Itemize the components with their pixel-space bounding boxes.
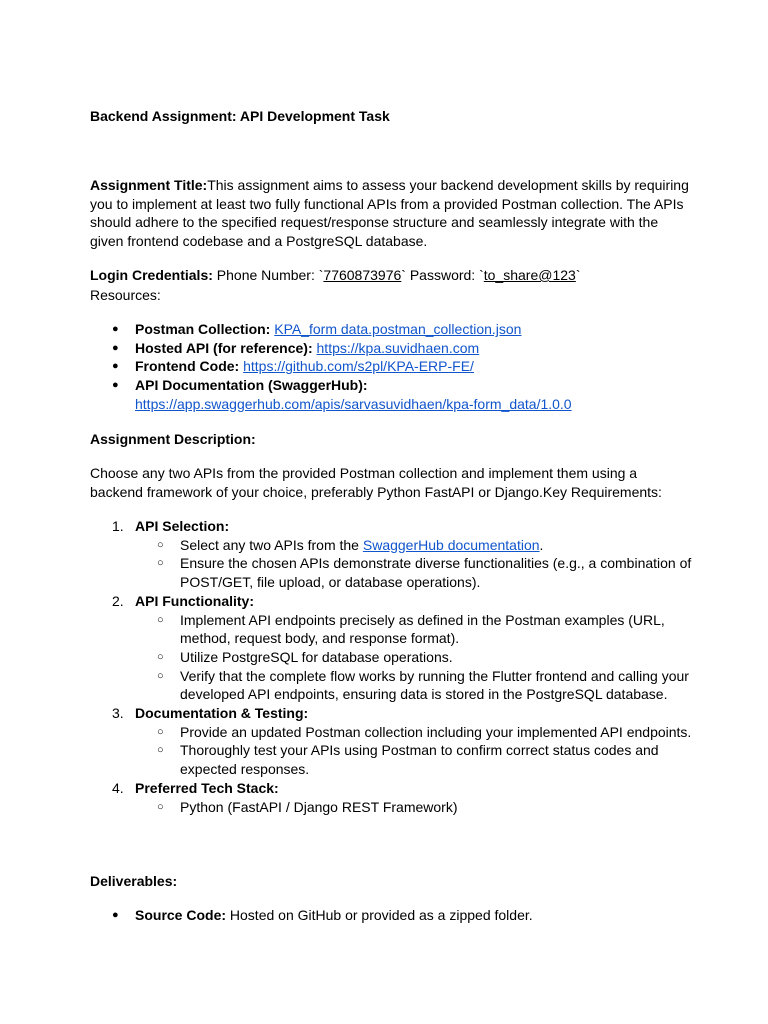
login-label: Login Credentials: <box>90 267 213 283</box>
requirement-item <box>90 592 710 704</box>
requirement-item <box>90 517 710 592</box>
sub-item: ○ Verify that the complete flow works by running the Flutter frontend and calling your developed API endpoints, ensuring data is stored in the PostgreSQL database. <box>135 667 710 704</box>
requirement-number: 4. <box>112 779 124 796</box>
requirement-heading: Documentation & Testing: <box>135 705 309 722</box>
resource-item-postman <box>90 320 710 339</box>
sub-item: ○ Thoroughly test your APIs using Postman to confirm correct status codes and expected responses. <box>135 741 710 778</box>
login-tail: ` <box>575 267 581 283</box>
resource-label: Frontend Code: <box>135 358 240 375</box>
assignment-title-paragraph <box>90 176 690 251</box>
swaggerhub-link[interactable]: https://app.swaggerhub.com/apis/sarvasuvidhaen/kpa-form_data/1.0.0 <box>135 395 572 412</box>
resources-list <box>90 320 710 414</box>
requirement-number: 2. <box>112 592 124 609</box>
deliverables-heading: Deliverables: <box>90 873 178 889</box>
assignment-title-text: This assignment aims to assess your backend development skills by requiring you to implement at least two fully functional APIs from a provided Postman collection. The APIs should adhere to the specified request/response structure and seamlessly integrate with the given frontend codebase and a PostgreSQL database. <box>90 177 689 250</box>
requirement-number: 3. <box>112 705 124 722</box>
resources-label: Resources: <box>90 287 161 303</box>
resource-item-frontend-code <box>90 357 710 376</box>
resource-label: Hosted API (for reference): <box>135 339 313 356</box>
requirement-item <box>90 779 710 816</box>
sub-item: ○ Utilize PostgreSQL for database operations. <box>135 648 710 667</box>
deliverable-item <box>90 906 710 925</box>
password-label: ` Password: ` <box>401 267 484 283</box>
requirement-number: 1. <box>112 518 124 534</box>
assignment-description-heading: Assignment Description: <box>90 431 256 447</box>
postman-collection-link[interactable]: KPA_form data.postman_collection.json <box>274 321 522 337</box>
hosted-api-link[interactable]: https://kpa.suvidhaen.com <box>316 339 480 356</box>
resource-item-api-docs <box>90 376 710 413</box>
page-title: Backend Assignment: API Development Task <box>90 108 390 124</box>
sub-item-text: Select any two APIs from the <box>180 536 363 553</box>
deliverable-text: Hosted on GitHub or provided as a zipped folder. <box>226 907 533 923</box>
sub-item: ○ Implement API endpoints precisely as defined in the Postman examples (URL, method, request body, and response format). <box>135 611 710 648</box>
phone-value: 7760873976 <box>323 267 402 283</box>
password-value: to_share@123 <box>483 267 576 283</box>
sub-item: ○ Python (FastAPI / Django REST Framework) <box>135 798 710 817</box>
resource-label: Postman Collection: <box>135 321 271 337</box>
requirement-item <box>90 704 710 779</box>
requirement-heading: API Selection: <box>135 518 230 534</box>
phone-label: Phone Number: ` <box>212 267 324 283</box>
resource-label: API Documentation (SwaggerHub): <box>135 377 368 394</box>
sub-item-text: . <box>539 536 544 553</box>
requirement-subitems <box>135 723 710 779</box>
sub-item: ○ Provide an updated Postman collection including your implemented API endpoints. <box>135 723 710 742</box>
deliverable-label: Source Code: <box>135 907 227 923</box>
assignment-description-text: Choose any two APIs from the provided Postman collection and implement them using a backend framework of your choice, preferably Python FastAPI or Django.Key Requirements: <box>90 465 662 500</box>
requirement-heading: Preferred Tech Stack: <box>135 779 279 796</box>
requirement-subitems <box>135 798 710 817</box>
login-credentials <box>90 266 690 285</box>
requirement-subitems <box>135 536 710 592</box>
resource-item-hosted-api <box>90 339 710 358</box>
deliverables-list <box>90 906 710 925</box>
sub-item <box>135 536 710 555</box>
requirements-list <box>90 517 710 816</box>
sub-item: ○ Ensure the chosen APIs demonstrate diverse functionalities (e.g., a combination of POST/GET, file upload, or database operations). <box>135 554 710 591</box>
requirement-heading: API Functionality: <box>135 592 254 609</box>
assignment-title-label: Assignment Title: <box>90 177 208 193</box>
frontend-code-link[interactable]: https://github.com/s2pl/KPA-ERP-FE/ <box>243 358 474 375</box>
requirement-subitems <box>135 611 710 705</box>
swaggerhub-documentation-link[interactable]: SwaggerHub documentation <box>362 536 540 553</box>
